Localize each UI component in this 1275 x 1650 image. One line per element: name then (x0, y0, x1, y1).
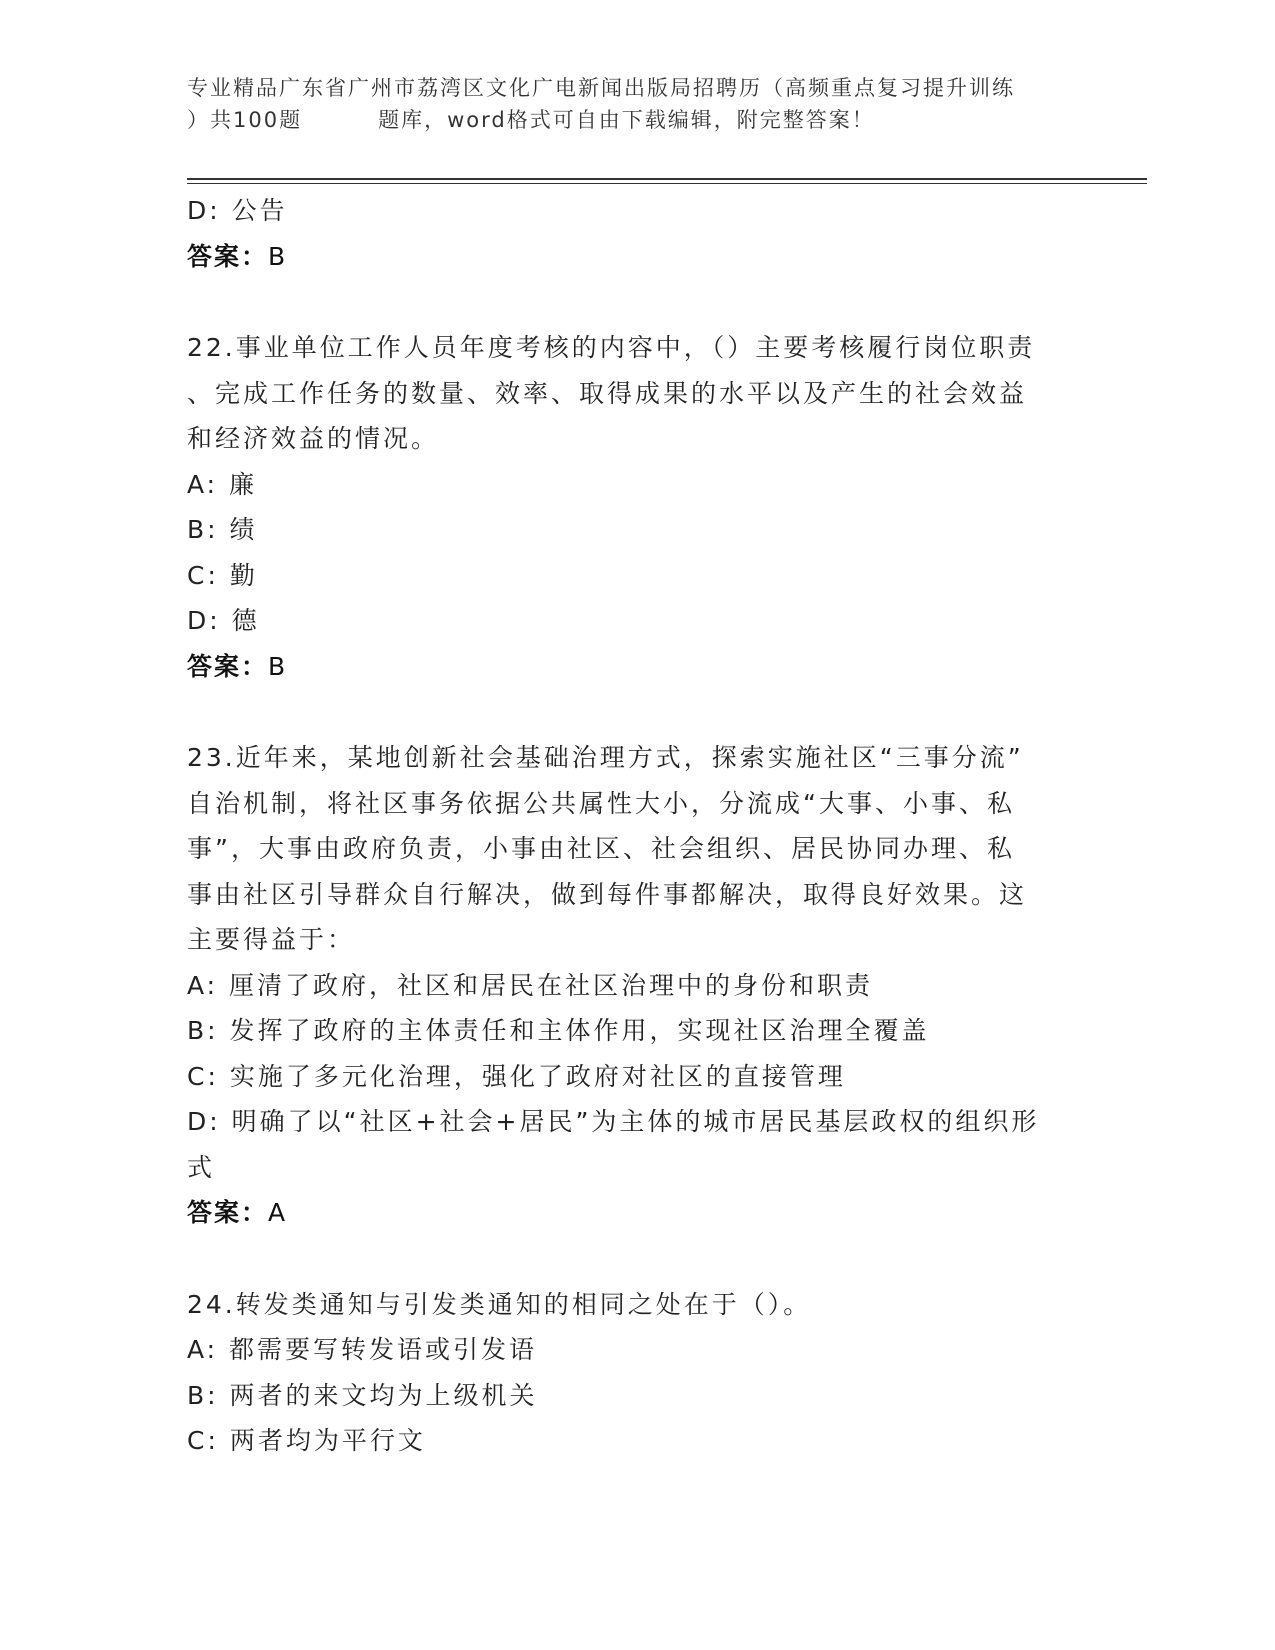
text-line: 24.转发类通知与引发类通知的相同之处在于（）。 (187, 1289, 812, 1319)
text-line: C: 勤 (187, 560, 258, 590)
text-line: 主要得益于： (187, 925, 356, 954)
answer-line (187, 234, 1087, 280)
answer-label: 答案： (187, 241, 269, 271)
text-line: C: 实施了多元化治理，强化了政府对社区的直接管理 (187, 1061, 846, 1091)
text-line: 、完成工作任务的数量、效率、取得成果的水平以及产生的社会效益 (187, 378, 1028, 408)
question-block (187, 1282, 1087, 1464)
text-line: B: 两者的来文均为上级机关 (187, 1380, 538, 1410)
text-line: D: 德 (187, 606, 260, 635)
header-line-2 (187, 104, 1087, 136)
block-spacer (187, 279, 1087, 325)
question-block (187, 325, 1087, 689)
text-line: B: 发挥了政府的主体责任和主体作用，实现社区治理全覆盖 (187, 1016, 930, 1045)
block-spacer (187, 1236, 1087, 1282)
text-line: A: 都需要写转发语或引发语 (187, 1335, 538, 1364)
header-line-2-end: 题库，word格式可自由下载编辑，附完整答案！ (378, 108, 875, 132)
text-line: 和经济效益的情况。 (187, 424, 440, 453)
text-line: 事由社区引导群众自行解决，做到每件事都解决，取得良好效果。这 (187, 879, 1028, 909)
text-line: 事”，大事由政府负责，小事由社区、社会组织、居民协同办理、私 (187, 834, 1015, 863)
answer-label: 答案： (187, 651, 269, 681)
text-line: A: 厘清了政府，社区和居民在社区治理中的身份和职责 (187, 970, 874, 1000)
text-line: 式 (187, 1152, 216, 1182)
answer-line (187, 644, 1087, 690)
answer-value: B (268, 651, 287, 681)
header-divider (187, 178, 1147, 184)
question-block (187, 188, 1087, 279)
answer-value: B (268, 241, 287, 271)
page-header (187, 72, 1087, 136)
text-line: C: 两者均为平行文 (187, 1426, 426, 1455)
header-line-1: 专业精品广东省广州市荔湾区文化广电新闻出版局招聘历（高频重点复习提升训练 (187, 76, 1015, 100)
question-block (187, 735, 1087, 1236)
text-line: 自治机制，将社区事务依据公共属性大小，分流成“大事、小事、私 (187, 788, 1015, 818)
answer-label: 答案： (187, 1198, 269, 1227)
text-line: D: 公告 (187, 196, 288, 225)
text-line: B: 绩 (187, 515, 258, 544)
text-line: A: 廉 (187, 469, 258, 499)
question-content (187, 188, 1087, 1464)
text-line: 22.事业单位工作人员年度考核的内容中，（）主要考核履行岗位职责 (187, 333, 1036, 362)
text-line: D: 明确了以“社区+社会+居民”为主体的城市居民基层政权的组织形 (187, 1107, 1040, 1136)
text-line: 23.近年来，某地创新社会基础治理方式，探索实施社区“三事分流” (187, 743, 1024, 772)
block-spacer (187, 689, 1087, 735)
answer-line (187, 1190, 1087, 1236)
answer-value: A (268, 1198, 287, 1227)
header-line-2-start: ）共100题 (187, 108, 303, 132)
